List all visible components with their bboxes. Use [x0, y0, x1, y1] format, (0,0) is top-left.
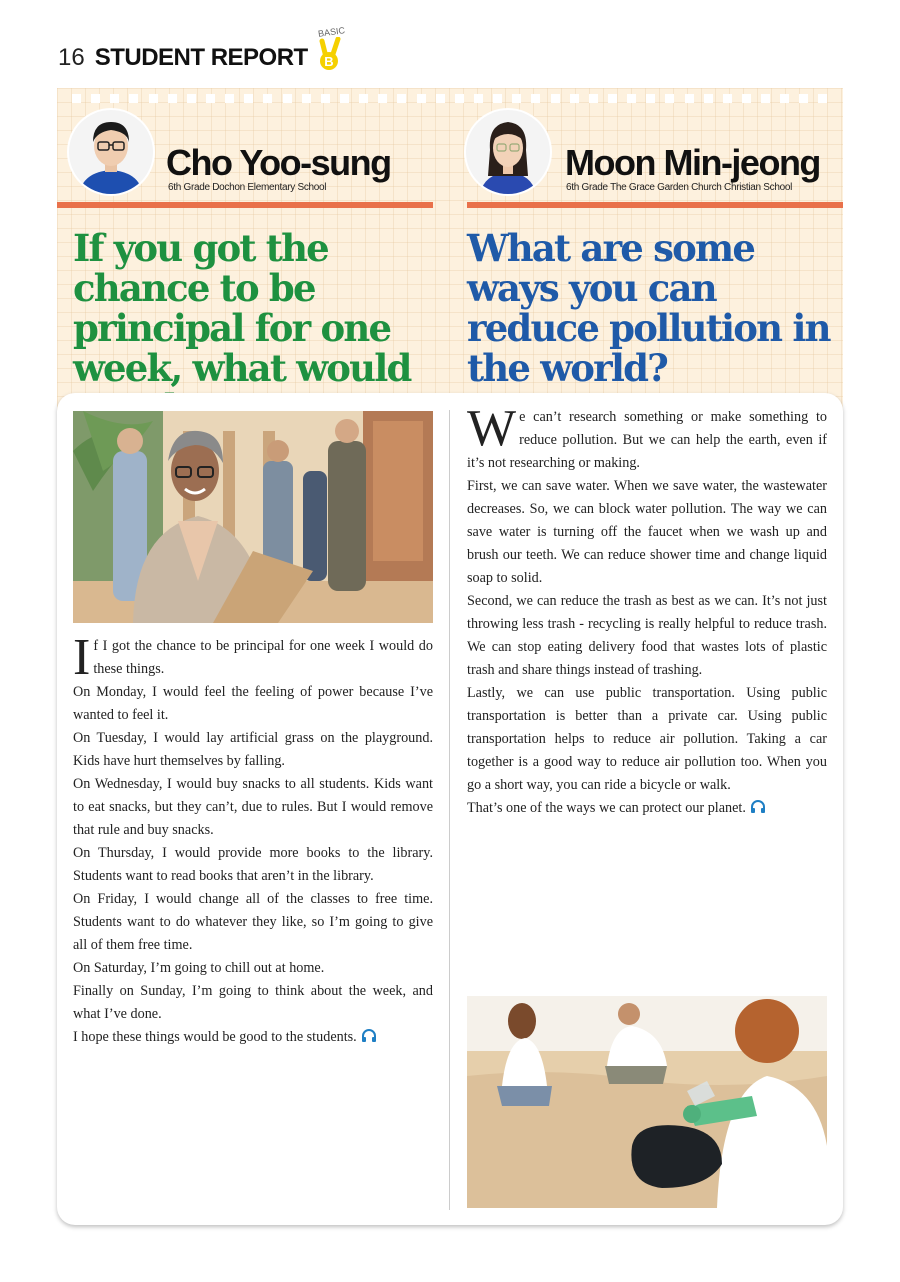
author-right-school: 6th Grade The Grace Garden Church Christian School	[566, 182, 793, 193]
column-divider	[449, 410, 450, 1210]
paragraph: On Saturday, I’m going to chill out at home.	[73, 960, 325, 976]
author-left-school: 6th Grade Dochon Elementary School	[168, 182, 327, 193]
headphone-icon	[361, 1028, 377, 1051]
perforation-dots	[72, 94, 828, 108]
question-right: What are some ways you can reduce pollution in the world?	[467, 226, 830, 390]
author-left-bar	[57, 202, 433, 208]
author-left-name: Cho Yoo-sung	[166, 142, 391, 183]
paragraph: f I got the chance to be principal for one week I would do these things.	[93, 638, 433, 677]
paragraph: Lastly, we can use public transportation. Using public transportation is better than a private car. Using public transportation helps to reduce air pollution. Taking a car together is a good way to reduce air pollution too. When you go a short way, you can ride a bicycle or walk.	[467, 685, 827, 793]
article-right	[467, 400, 827, 822]
author-left-avatar	[69, 110, 153, 194]
report-title: STUDENT REPORT	[94, 44, 308, 71]
paragraph: Second, we can reduce the trash as best as we can. It’s not just throwing less trash - recycling is really helpful to reduce trash. We can stop eating delivery food that wastes lots of plastic trash and share things instead of trashing.	[467, 593, 827, 678]
author-right-bar	[467, 202, 843, 208]
paragraph: Finally on Sunday, I’m going to think about the week, and what I’ve done.	[73, 983, 433, 1022]
dropcap-left: I	[73, 629, 91, 686]
article-left	[73, 629, 433, 1051]
author-right-name: Moon Min-jeong	[565, 142, 820, 183]
paragraph: On Tuesday, I would lay artificial grass on the playground. Kids have hurt themselves by falling.	[73, 730, 433, 769]
beach-cleanup-photo	[467, 996, 827, 1208]
paragraph: On Wednesday, I would buy snacks to all students. Kids want to eat snacks, but they can’t, due to rules. But I would remove that rule and buy snacks.	[73, 776, 433, 838]
question-left: If you got the chance to be principal for one week, what would	[73, 226, 411, 390]
headphone-icon	[750, 799, 766, 822]
paragraph: e can’t research something or make something to reduce pollution. But we can help the earth, even if it’s not researching or making.	[467, 409, 827, 471]
paragraph: That’s one of the ways we can protect our planet.	[467, 800, 746, 816]
page-header	[58, 25, 350, 76]
paragraph: I hope these things would be good to the students.	[73, 1029, 357, 1045]
badge-letter: B	[324, 54, 334, 69]
paragraph: On Monday, I would feel the feeling of power because I’ve wanted to feel it.	[73, 684, 433, 723]
paragraph: First, we can save water. When we save water, the wastewater decreases. So, we can block water pollution. The way we can save water is turning off the faucet when we wash up and brush our teeth. We can reduce shower time and change liquid soap to solid.	[467, 478, 827, 586]
paragraph: On Friday, I would change all of the classes to free time. Students want to do whatever they like, so I’m going to give all of them free time.	[73, 891, 433, 953]
paragraph: On Thursday, I would provide more books to the library. Students want to read books that aren’t in the library.	[73, 845, 433, 884]
page-number: 16	[58, 44, 85, 71]
basic-badge-icon	[316, 27, 350, 75]
dropcap-right: W	[467, 400, 517, 457]
principal-photo	[73, 411, 433, 623]
author-right-avatar	[466, 110, 550, 194]
basic-badge-text: BASIC	[317, 25, 346, 39]
